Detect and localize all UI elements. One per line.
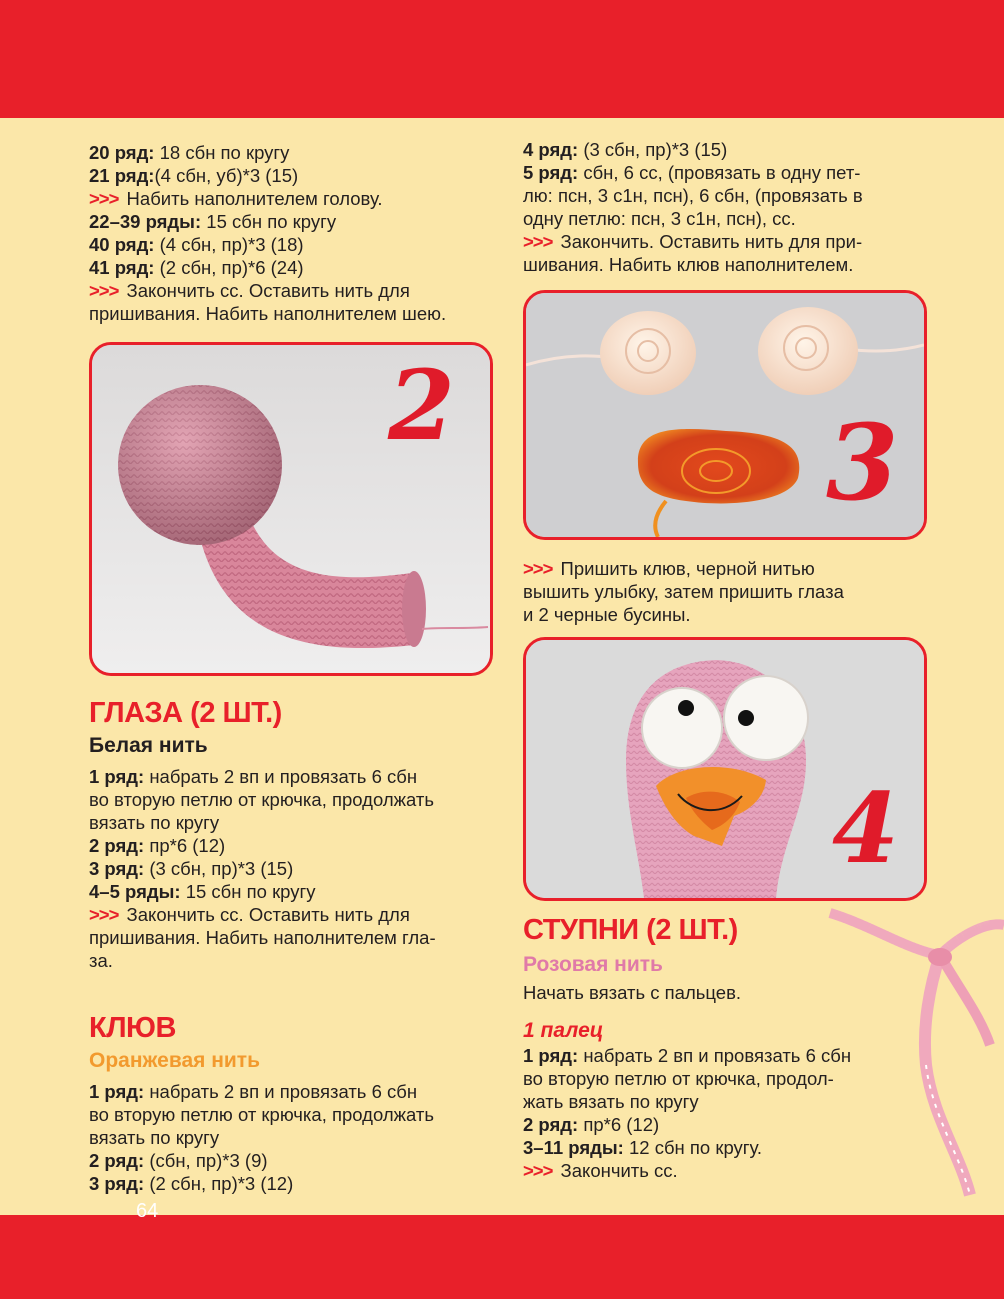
eyes-title: ГЛАЗА (2 ШТ.) — [89, 697, 282, 729]
right-top-text — [523, 138, 863, 276]
feet-yarn: Розовая нить — [523, 953, 663, 976]
arrow-marker-icon: >>> — [89, 188, 119, 209]
feet-section — [523, 914, 851, 1182]
text-line: 1 ряд: набрать 2 вп и провязать 6 сбн — [523, 1045, 852, 1066]
text-line: >>> Пришить клюв, черной нитью — [523, 558, 815, 579]
page-number: 64 — [136, 1200, 159, 1222]
text-line: шивания. Набить клюв наполнителем. — [523, 254, 854, 275]
text-line: >>> Закончить. Оставить нить для при- — [523, 231, 863, 252]
text-line: вязать по кругу — [89, 1127, 220, 1148]
text-line: 21 ряд:(4 сбн, уб)*3 (15) — [89, 165, 299, 186]
eyes-section — [89, 697, 436, 972]
photo-number: 4 — [832, 772, 899, 885]
text-line: 2 ряд: (сбн, пр)*3 (9) — [89, 1150, 268, 1171]
text-line: пришивания. Набить наполнителем гла- — [89, 927, 436, 948]
feet-intro: Начать вязать с пальцев. — [523, 982, 742, 1003]
arrow-marker-icon: >>> — [89, 280, 119, 301]
text-line: во вторую петлю от крючка, продолжать — [89, 789, 435, 810]
text-line: 2 ряд: пр*6 (12) — [523, 1114, 660, 1135]
text-line: одну петлю: псн, 3 с1н, псн), сс. — [523, 208, 796, 229]
text-line: 2 ряд: пр*6 (12) — [89, 835, 226, 856]
sew-instruction — [523, 557, 844, 626]
text-line: лю: псн, 3 с1н, псн), 6 сбн, (провязать в — [523, 185, 863, 206]
text-line: 1 ряд: набрать 2 вп и провязать 6 сбн — [89, 766, 418, 787]
text-line: пришивания. Набить наполнителем шею. — [89, 303, 447, 324]
beak-title: КЛЮВ — [89, 1012, 176, 1044]
eyes-yarn: Белая нить — [89, 734, 208, 757]
text-line: вышить улыбку, затем пришить глаза — [523, 581, 844, 602]
arrow-marker-icon: >>> — [523, 558, 553, 579]
photo-number: 3 — [826, 401, 899, 524]
top-red-banner — [0, 0, 1004, 118]
text-line: 20 ряд: 18 сбн по кругу — [89, 142, 290, 163]
text-line: 22–39 ряды: 15 сбн по кругу — [89, 211, 337, 232]
photo-2-head-neck — [89, 342, 493, 676]
bottom-red-banner — [0, 1215, 1004, 1299]
text-line: 3 ряд: (2 сбн, пр)*3 (12) — [89, 1173, 294, 1194]
text-line: 40 ряд: (4 сбн, пр)*3 (18) — [89, 234, 304, 255]
beak-yarn: Оранжевая нить — [89, 1049, 261, 1072]
text-line: 4 ряд: (3 сбн, пр)*3 (15) — [523, 139, 728, 160]
photo-4-finished-head — [523, 637, 927, 901]
photo-3-eyes-beak — [523, 290, 927, 540]
text-line: 3 ряд: (3 сбн, пр)*3 (15) — [89, 858, 294, 879]
arrow-marker-icon: >>> — [89, 904, 119, 925]
text-line: 3–11 ряды: 12 сбн по кругу. — [523, 1137, 763, 1158]
arrow-marker-icon: >>> — [523, 231, 553, 252]
feet-title: СТУПНИ (2 ШТ.) — [523, 914, 738, 946]
text-line: за. — [89, 950, 113, 971]
text-line: >>> Набить наполнителем голову. — [89, 188, 383, 209]
arrow-marker-icon: >>> — [523, 1160, 553, 1181]
text-line: и 2 черные бусины. — [523, 604, 691, 625]
text-line: >>> Закончить сс. Оставить нить для — [89, 904, 410, 925]
text-line: >>> Закончить сс. — [523, 1160, 678, 1181]
text-line: во вторую петлю от крючка, продол- — [523, 1068, 834, 1089]
beak-section — [89, 1012, 434, 1195]
text-line: 41 ряд: (2 сбн, пр)*6 (24) — [89, 257, 304, 278]
text-line: жать вязать по кругу — [523, 1091, 699, 1112]
text-line: >>> Закончить сс. Оставить нить для — [89, 280, 410, 301]
text-line: вязать по кругу — [89, 812, 220, 833]
text-line: 4–5 ряды: 15 сбн по кругу — [89, 881, 316, 902]
text-line: 5 ряд: сбн, 6 сс, (провязать в одну пет- — [523, 162, 861, 183]
left-top-text — [89, 141, 446, 325]
text-line: 1 ряд: набрать 2 вп и провязать 6 сбн — [89, 1081, 418, 1102]
text-line: во вторую петлю от крючка, продолжать — [89, 1104, 435, 1125]
finger-title: 1 палец — [523, 1019, 604, 1042]
photo-number: 2 — [388, 349, 455, 462]
